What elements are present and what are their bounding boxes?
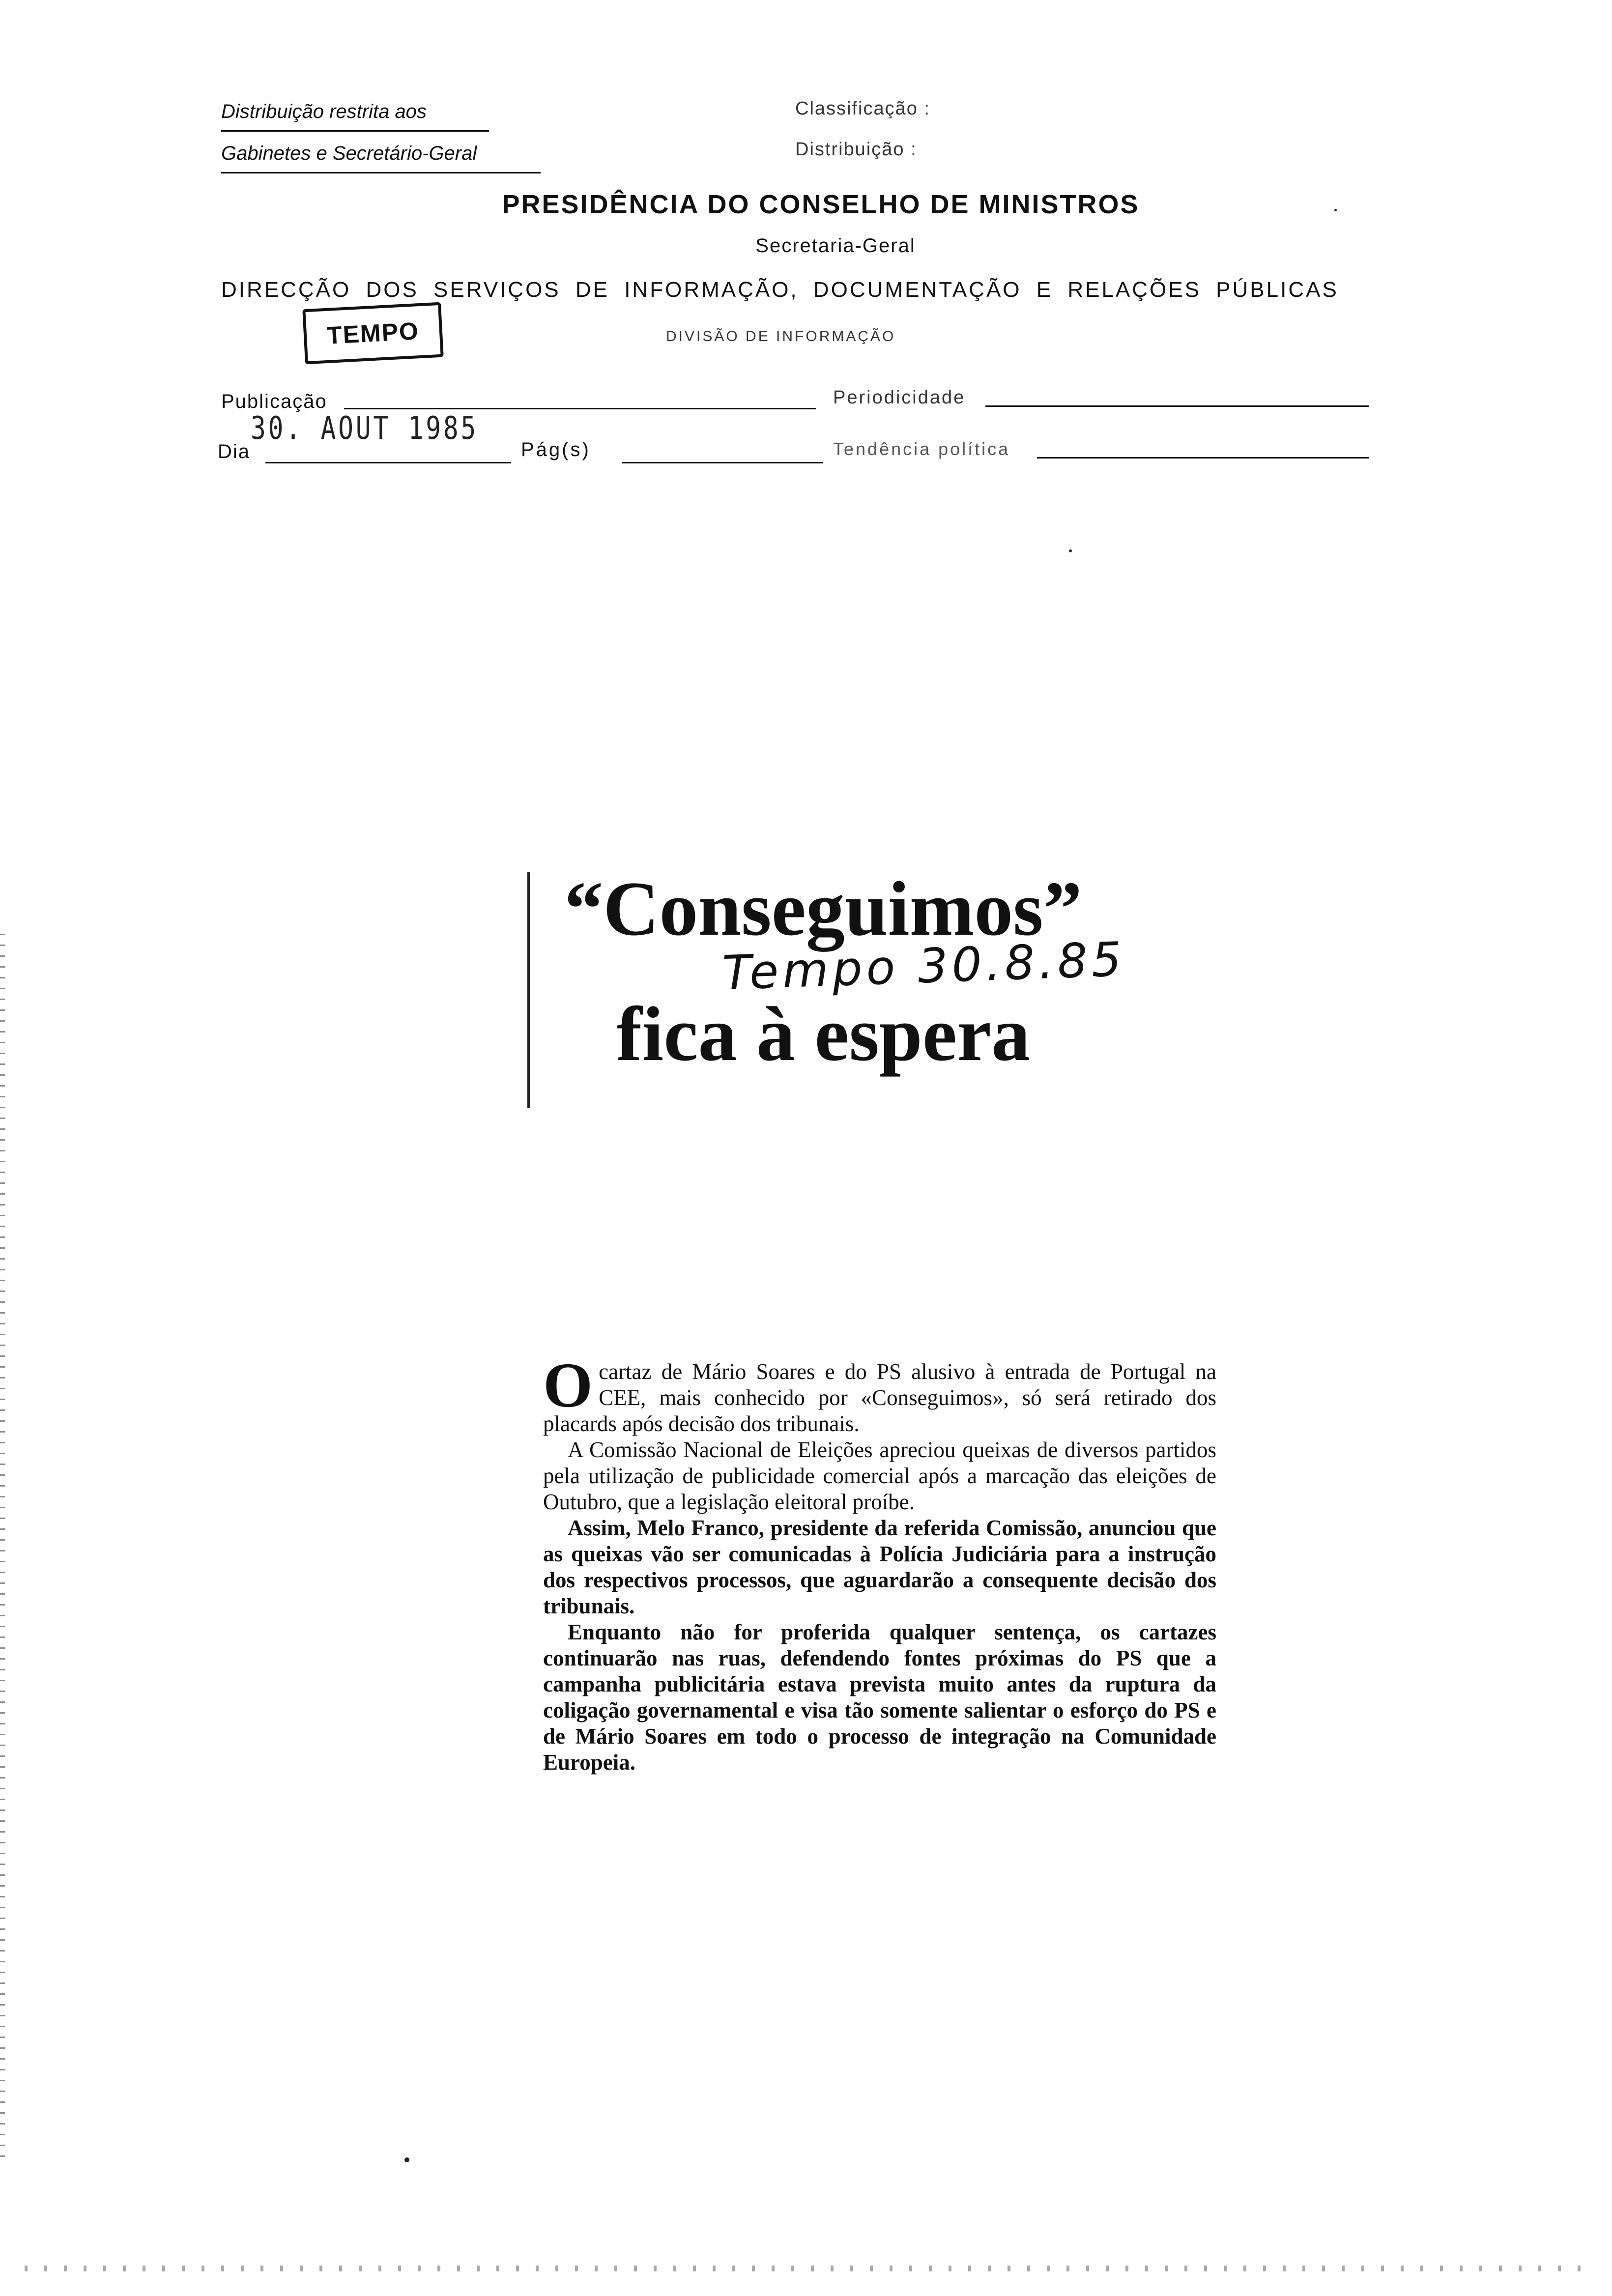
headline-line2: fica à espera: [616, 991, 1031, 1077]
distribuicao-label: Distribuição :: [795, 139, 917, 160]
clipping-margin-rule: [527, 872, 530, 1108]
pags-label: Pág(s): [521, 439, 591, 460]
publicacao-label: Publicação: [221, 391, 327, 412]
newspaper-stamp: TEMPO: [302, 302, 443, 365]
distribution-underline-2: [221, 172, 541, 173]
article-body: [543, 1350, 1216, 1776]
divisao-heading: DIVISÃO DE INFORMAÇÃO: [666, 328, 896, 344]
distribution-note-line2: Gabinetes e Secretário-Geral: [221, 143, 477, 164]
article-paragraph: Assim, Melo Franco, presidente da referida Comissão, anunciou que as queixas vão ser comunicadas à Polícia Judiciária para a instrução dos respectivos processos, que aguardarão a consequente decisão dos tribunais.: [543, 1516, 1216, 1618]
pags-field-line: [622, 462, 823, 463]
page-subtitle: Secretaria-Geral: [755, 235, 916, 257]
paragraph-text: cartaz de Mário Soares e do PS alusivo à entrada de Portugal na CEE, mais conhecido por «Conseguimos», só será retirado dos placards após decisão dos tribunais.: [543, 1359, 1216, 1436]
direccao-heading: DIRECÇÃO DOS SERVIÇOS DE INFORMAÇÃO, DOCUMENTAÇÃO E RELAÇÕES PÚBLICAS: [221, 278, 1339, 302]
dia-label: Dia: [218, 441, 251, 462]
scan-speck: [1334, 209, 1337, 211]
drop-cap: O: [543, 1350, 593, 1421]
headline-line1: “Conseguimos”: [564, 866, 1082, 952]
periodicidade-label: Periodicidade: [833, 387, 966, 408]
article-paragraph: Enquanto não for proferida qualquer sentença, os cartazes continuarão nas ruas, defendendo fontes próximas do PS que a campanha publicitária estava prevista muito antes da ruptura da coligação governamental e visa tão somente salientar o esforço do PS e de Mário Soares em todo o processo de integração na Comunidade Europeia.: [543, 1620, 1216, 1775]
tendencia-field-line: [1037, 457, 1369, 459]
scan-speck: [404, 2157, 409, 2162]
article-paragraph: [543, 1350, 1216, 1437]
tendencia-label: Tendência política: [833, 439, 1010, 459]
scan-speck: [1069, 549, 1072, 552]
distribution-note-line1: Distribuição restrita aos: [221, 101, 427, 122]
scan-noise-artifact: [25, 2266, 1597, 2271]
periodicidade-field-line: [985, 405, 1369, 407]
dia-field-line: [265, 462, 511, 463]
scan-edge-artifact: [0, 934, 5, 2162]
article-paragraph: A Comissão Nacional de Eleições apreciou queixas de diversos partidos pela utilização de publicidade comercial após a marcação das eleições de Outubro, que a legislação eleitoral proíbe.: [543, 1437, 1216, 1514]
classificacao-label: Classificação :: [795, 98, 930, 119]
publicacao-field-line: [344, 408, 816, 409]
page-title: PRESIDÊNCIA DO CONSELHO DE MINISTROS: [502, 190, 1140, 219]
handwritten-annotation: Tempo 30.8.85: [721, 931, 1126, 1001]
date-stamp: 30. AOUT 1985: [251, 410, 479, 447]
distribution-underline-1: [221, 130, 489, 132]
